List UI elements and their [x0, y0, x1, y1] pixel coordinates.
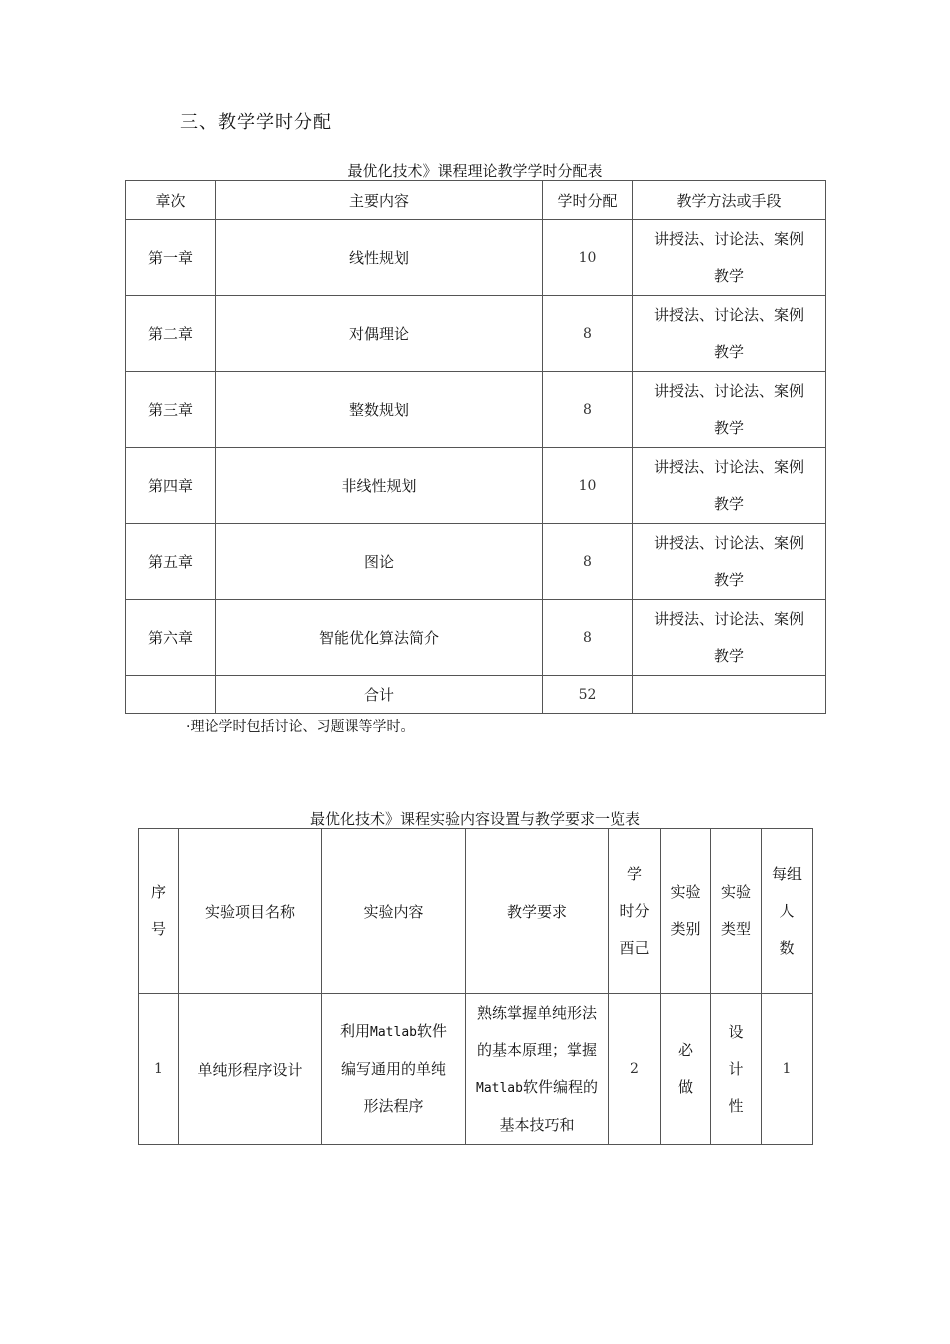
table-row — [139, 994, 813, 1145]
experiment-table — [138, 828, 813, 1145]
method-line: 讲授法、讨论法、案例 — [653, 305, 804, 324]
chapter-cell: 第五章 — [126, 524, 216, 600]
table-row — [126, 524, 826, 600]
table-header-row — [126, 181, 826, 220]
table-row — [126, 372, 826, 448]
method-cell — [633, 220, 826, 296]
header-no: 序 号 — [139, 829, 179, 994]
method-cell — [633, 524, 826, 600]
hours-allocation-table — [125, 180, 826, 714]
header-content: 实验内容 — [322, 829, 466, 994]
content-cell: 智能优化算法简介 — [216, 600, 543, 676]
content-cell: 图论 — [216, 524, 543, 600]
method-line: 讲授法、讨论法、案例 — [653, 229, 804, 248]
group-size-cell: 1 — [762, 994, 813, 1145]
method-line: 讲授法、讨论法、案例 — [653, 533, 804, 552]
hours-cell: 8 — [543, 524, 633, 600]
method-cell — [633, 296, 826, 372]
total-label: 合计 — [216, 676, 543, 714]
table-row — [126, 220, 826, 296]
content-cell: 对偶理论 — [216, 296, 543, 372]
table-row — [126, 296, 826, 372]
header-method: 教学方法或手段 — [633, 181, 826, 220]
content-cell: 整数规划 — [216, 372, 543, 448]
content-cell: 线性规划 — [216, 220, 543, 296]
name-cell: 单纯形程序设计 — [179, 994, 322, 1145]
table-row — [126, 600, 826, 676]
total-empty-cell — [126, 676, 216, 714]
total-empty-cell — [633, 676, 826, 714]
chapter-cell: 第三章 — [126, 372, 216, 448]
hours-cell: 10 — [543, 448, 633, 524]
hours-cell: 8 — [543, 600, 633, 676]
table2-caption: 最优化技术》课程实验内容设置与教学要求一览表 — [309, 810, 640, 828]
chapter-cell: 第一章 — [126, 220, 216, 296]
hours-cell: 8 — [543, 296, 633, 372]
header-type: 实验 类型 — [711, 829, 762, 994]
no-cell: 1 — [139, 994, 179, 1145]
header-category: 实验 类别 — [661, 829, 711, 994]
method-line: 讲授法、讨论法、案例 — [653, 457, 804, 476]
method-cell — [633, 372, 826, 448]
chapter-cell: 第二章 — [126, 296, 216, 372]
requirement-cell: 熟练掌握单纯形法 的基本原理；掌握 Matlab软件编程的 基本技巧和 — [466, 994, 609, 1145]
method-cell — [633, 600, 826, 676]
header-content: 主要内容 — [216, 181, 543, 220]
header-name: 实验项目名称 — [179, 829, 322, 994]
category-cell: 必 做 — [661, 994, 711, 1145]
header-group-size: 每组 人 数 — [762, 829, 813, 994]
method-cell — [633, 448, 826, 524]
header-chapter: 章次 — [126, 181, 216, 220]
section-heading: 三、教学学时分配 — [180, 112, 332, 133]
method-line: 教学 — [713, 418, 744, 437]
table1-caption: 最优化技术》课程理论教学学时分配表 — [347, 162, 603, 180]
total-hours: 52 — [543, 676, 633, 714]
content-cell: 非线性规划 — [216, 448, 543, 524]
header-requirement: 教学要求 — [466, 829, 609, 994]
content-cell: 利用Matlab软件 编写通用的单纯 形法程序 — [322, 994, 466, 1145]
chapter-cell: 第六章 — [126, 600, 216, 676]
header-hours: 学时分配 — [543, 181, 633, 220]
method-line: 教学 — [713, 342, 744, 361]
hours-cell: 8 — [543, 372, 633, 448]
method-line: 教学 — [713, 266, 744, 285]
header-hours: 学 时分 酉己 — [609, 829, 661, 994]
method-line: 教学 — [713, 570, 744, 589]
method-line: 讲授法、讨论法、案例 — [653, 381, 804, 400]
table1-note: ·理论学时包括讨论、习题课等学时。 — [186, 719, 415, 735]
type-cell: 设 计 性 — [711, 994, 762, 1145]
method-line: 教学 — [713, 646, 744, 665]
total-row — [126, 676, 826, 714]
chapter-cell: 第四章 — [126, 448, 216, 524]
method-line: 教学 — [713, 494, 744, 513]
method-line: 讲授法、讨论法、案例 — [653, 609, 804, 628]
table-header-row — [139, 829, 813, 994]
hours-cell: 2 — [609, 994, 661, 1145]
hours-cell: 10 — [543, 220, 633, 296]
table-row — [126, 448, 826, 524]
